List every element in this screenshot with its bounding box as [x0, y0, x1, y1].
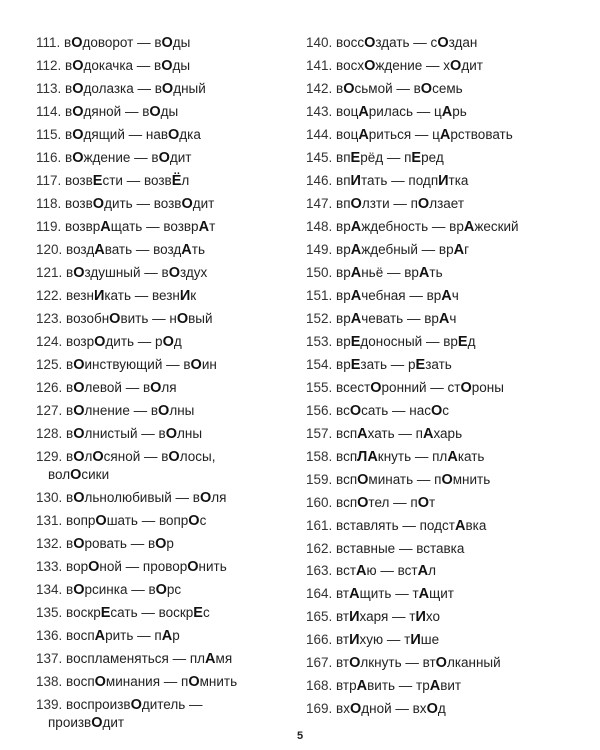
- entry-text: воцАриться — цАрствовать: [336, 127, 513, 143]
- dictionary-entry: [36, 356, 292, 374]
- dictionary-entry: [306, 356, 576, 374]
- entry-number: 125.: [36, 357, 63, 372]
- entry-text: всестОронний — стОроны: [336, 380, 504, 396]
- dictionary-entry: [36, 149, 292, 167]
- dictionary-entry: [36, 627, 292, 645]
- entry-text: вставлять — подстАвка: [336, 518, 487, 534]
- entry-number: 152.: [306, 311, 333, 326]
- entry-number: 136.: [36, 628, 63, 643]
- entry-number: 126.: [36, 380, 63, 395]
- dictionary-entry: [36, 264, 292, 282]
- entry-number: 149.: [306, 242, 333, 257]
- dictionary-entry: [36, 581, 292, 599]
- entry-text: вОрсинка — вОрс: [66, 582, 182, 598]
- dictionary-entry: [306, 80, 576, 98]
- dictionary-entry: [36, 172, 292, 190]
- entry-number: 160.: [306, 495, 333, 510]
- entry-number: 138.: [36, 674, 63, 689]
- entry-text: вОсьмой — вОсемь: [336, 81, 463, 97]
- entry-text: врАждебность — врАжеский: [336, 219, 519, 235]
- dictionary-entry: [36, 57, 292, 75]
- entry-text: восхОждение — хОдит: [336, 58, 483, 74]
- left-column: [36, 34, 292, 737]
- entry-number: 144.: [306, 127, 333, 142]
- entry-number: 146.: [306, 173, 333, 188]
- entry-text: возобнОвить — нОвый: [66, 311, 213, 327]
- entry-number: 140.: [306, 35, 333, 50]
- entry-text: врАчевать — врАч: [336, 311, 457, 327]
- dictionary-entry: [306, 700, 576, 718]
- entry-number: 139.: [36, 697, 63, 712]
- entry-text: воспламеняться — плАмя: [66, 651, 233, 667]
- entry-number: 162.: [306, 541, 333, 556]
- dictionary-entry: [306, 425, 576, 443]
- entry-number: 121.: [36, 265, 63, 280]
- entry-text: воскрЕсать — воскрЕс: [66, 605, 210, 621]
- entry-number: 124.: [36, 334, 63, 349]
- dictionary-entry: [306, 264, 576, 282]
- entry-text: вОинствующий — вОин: [66, 357, 217, 373]
- dictionary-entry: [306, 310, 576, 328]
- entry-text: возврАщать — возврАт: [65, 219, 216, 235]
- entry-text: воздАвать — воздАть: [66, 242, 205, 258]
- entry-text: врЕдоносный — врЕд: [336, 334, 476, 350]
- entry-text: впОлзти — пОлзает: [336, 196, 465, 212]
- entry-number: 161.: [306, 518, 333, 533]
- entry-number: 157.: [306, 426, 333, 441]
- entry-number: 143.: [306, 104, 333, 119]
- dictionary-entry: [36, 558, 292, 576]
- dictionary-entry: [36, 241, 292, 259]
- entry-number: 132.: [36, 536, 63, 551]
- entry-number: 158.: [306, 449, 333, 464]
- entry-text: вОлнистый — вОлны: [66, 426, 203, 442]
- entry-number: 123.: [36, 311, 63, 326]
- dictionary-entry: [36, 80, 292, 98]
- entry-number: 118.: [36, 196, 62, 211]
- entry-number: 164.: [306, 586, 333, 601]
- dictionary-entry: [36, 103, 292, 121]
- entry-number: 133.: [36, 559, 63, 574]
- entry-text: воссОздать — сОздан: [336, 35, 478, 51]
- dictionary-entry: [306, 402, 576, 420]
- entry-text: вспАхать — пАхарь: [336, 426, 463, 442]
- entry-number: 151.: [306, 288, 333, 303]
- entry-number: 148.: [306, 219, 333, 234]
- entry-number: 114.: [36, 104, 62, 119]
- dictionary-entry: [36, 126, 292, 144]
- entry-text: впИтать — подпИтка: [336, 173, 469, 189]
- entry-text: возвЕсти — возвЁл: [65, 173, 190, 189]
- dictionary-entry: [306, 654, 576, 672]
- dictionary-entry: [36, 650, 292, 668]
- dictionary-entry: [306, 585, 576, 603]
- entry-text: воцАрилась — цАрь: [336, 104, 467, 120]
- dictionary-entry: [306, 471, 576, 489]
- dictionary-entry: [306, 494, 576, 512]
- dictionary-entry: [36, 34, 292, 52]
- dictionary-entry: [306, 126, 576, 144]
- dictionary-entry: [36, 604, 292, 622]
- entry-text: вОждение — вОдит: [65, 150, 192, 166]
- dictionary-entry: [306, 57, 576, 75]
- entry-continuation: произвОдит: [48, 715, 125, 731]
- entry-text: везнИкать — везнИк: [66, 288, 197, 304]
- dictionary-entry: [306, 333, 576, 351]
- entry-text: воспроизвОдитель —: [66, 697, 203, 713]
- dictionary-entry: [306, 287, 576, 305]
- entry-text: возвОдить — возвОдит: [65, 196, 215, 212]
- entry-number: 130.: [36, 490, 63, 505]
- entry-number: 156.: [306, 403, 333, 418]
- entry-number: 120.: [36, 242, 63, 257]
- entry-text: вОдоворот — вОды: [64, 35, 191, 51]
- entry-number: 115.: [36, 127, 62, 142]
- entry-text: врАждебный — врАг: [336, 242, 470, 258]
- entry-text: вспОтел — пОт: [336, 495, 436, 511]
- dictionary-entry: [306, 195, 576, 213]
- dictionary-entry: [36, 448, 292, 484]
- entry-number: 111.: [36, 35, 61, 50]
- dictionary-entry: [306, 379, 576, 397]
- entry-number: 155.: [306, 380, 333, 395]
- dictionary-entry: [306, 448, 576, 466]
- dictionary-entry: [306, 631, 576, 649]
- entry-number: 119.: [36, 219, 62, 234]
- entry-text: вхОдной — вхОд: [336, 701, 446, 717]
- entry-number: 142.: [306, 81, 333, 96]
- dictionary-entry: [306, 149, 576, 167]
- entry-text: всОсать — насОс: [336, 403, 450, 419]
- entry-number: 128.: [36, 426, 63, 441]
- entry-number: 159.: [306, 472, 333, 487]
- dictionary-entry: [36, 195, 292, 213]
- dictionary-entry: [36, 287, 292, 305]
- entry-number: 153.: [306, 334, 333, 349]
- entry-text: вОдящий — навОдка: [65, 127, 201, 143]
- entry-text: втАщить — тАщит: [336, 586, 454, 602]
- entry-text: врАчебная — врАч: [336, 288, 459, 304]
- entry-text: вОлевой — вОля: [66, 380, 177, 396]
- right-column: [306, 34, 576, 723]
- entry-number: 129.: [36, 449, 63, 464]
- dictionary-entry: [36, 512, 292, 530]
- entry-text: возрОдить — рОд: [66, 334, 182, 350]
- entry-text: втрАвить — трАвит: [336, 678, 462, 694]
- entry-number: 131.: [36, 513, 63, 528]
- entry-text: вОлОсяной — вОлосы,: [66, 449, 216, 465]
- dictionary-entry: [306, 172, 576, 190]
- entry-number: 135.: [36, 605, 63, 620]
- entry-number: 141.: [306, 58, 333, 73]
- entry-text: вОдолазка — вОдный: [65, 81, 206, 97]
- dictionary-entry: [36, 333, 292, 351]
- entry-text: вОровать — вОр: [66, 536, 174, 552]
- dictionary-entry: [36, 402, 292, 420]
- dictionary-entry: [36, 673, 292, 691]
- entry-text: вОздушный — вОздух: [66, 265, 208, 281]
- entry-text: втИхаря — тИхо: [336, 609, 441, 625]
- entry-text: впЕрёд — пЕред: [336, 150, 444, 166]
- entry-text: вставные — вставка: [336, 541, 465, 556]
- entry-number: 165.: [306, 609, 333, 624]
- entry-number: 116.: [36, 150, 62, 165]
- entry-text: вспОминать — пОмнить: [336, 472, 491, 488]
- dictionary-entry: [306, 34, 576, 52]
- entry-text: вОлнение — вОлны: [66, 403, 195, 419]
- dictionary-entry: [306, 562, 576, 580]
- entry-text: вопрОшать — вопрОс: [66, 513, 207, 529]
- entry-text: встАю — встАл: [336, 563, 436, 579]
- entry-number: 112.: [36, 58, 62, 73]
- entry-number: 127.: [36, 403, 63, 418]
- entry-text: вОдокачка — вОды: [65, 58, 191, 74]
- entry-text: вОльнолюбивый — вОля: [66, 490, 227, 506]
- entry-text: вспЛАкнуть — плАкать: [336, 449, 485, 465]
- entry-number: 134.: [36, 582, 63, 597]
- dictionary-entry: [36, 489, 292, 507]
- entry-text: втИхую — тИше: [336, 632, 440, 648]
- dictionary-entry: [306, 677, 576, 695]
- dictionary-entry: [36, 696, 292, 732]
- dictionary-entry: [306, 103, 576, 121]
- dictionary-entry: [36, 218, 292, 236]
- dictionary-entry: [306, 218, 576, 236]
- entry-number: 167.: [306, 655, 333, 670]
- entry-number: 150.: [306, 265, 333, 280]
- entry-text: воспОминания — пОмнить: [66, 674, 238, 690]
- entry-number: 166.: [306, 632, 333, 647]
- entry-text: вОдяной — вОды: [65, 104, 179, 120]
- entry-continuation: волОсики: [48, 467, 110, 483]
- entry-number: 168.: [306, 678, 333, 693]
- dictionary-entry: [36, 535, 292, 553]
- entry-number: 113.: [36, 81, 62, 96]
- dictionary-entry: [306, 540, 576, 557]
- entry-number: 163.: [306, 563, 333, 578]
- entry-number: 147.: [306, 196, 333, 211]
- entry-number: 137.: [36, 651, 63, 666]
- dictionary-entry: [306, 608, 576, 626]
- dictionary-entry: [306, 241, 576, 259]
- entry-text: втОлкнуть — втОлканный: [336, 655, 501, 671]
- entry-text: врЕзать — рЕзать: [336, 357, 452, 373]
- entry-number: 154.: [306, 357, 333, 372]
- dictionary-entry: [36, 425, 292, 443]
- entry-number: 122.: [36, 288, 63, 303]
- entry-number: 145.: [306, 150, 333, 165]
- dictionary-entry: [306, 517, 576, 535]
- dictionary-entry: [36, 310, 292, 328]
- entry-number: 117.: [36, 173, 62, 188]
- entry-text: врАньё — врАть: [336, 265, 443, 281]
- entry-text: воспАрить — пАр: [66, 628, 180, 644]
- entry-number: 169.: [306, 701, 333, 716]
- page-number: 5: [296, 730, 304, 742]
- dictionary-entry: [36, 379, 292, 397]
- entry-text: ворОной — проворОнить: [66, 559, 227, 575]
